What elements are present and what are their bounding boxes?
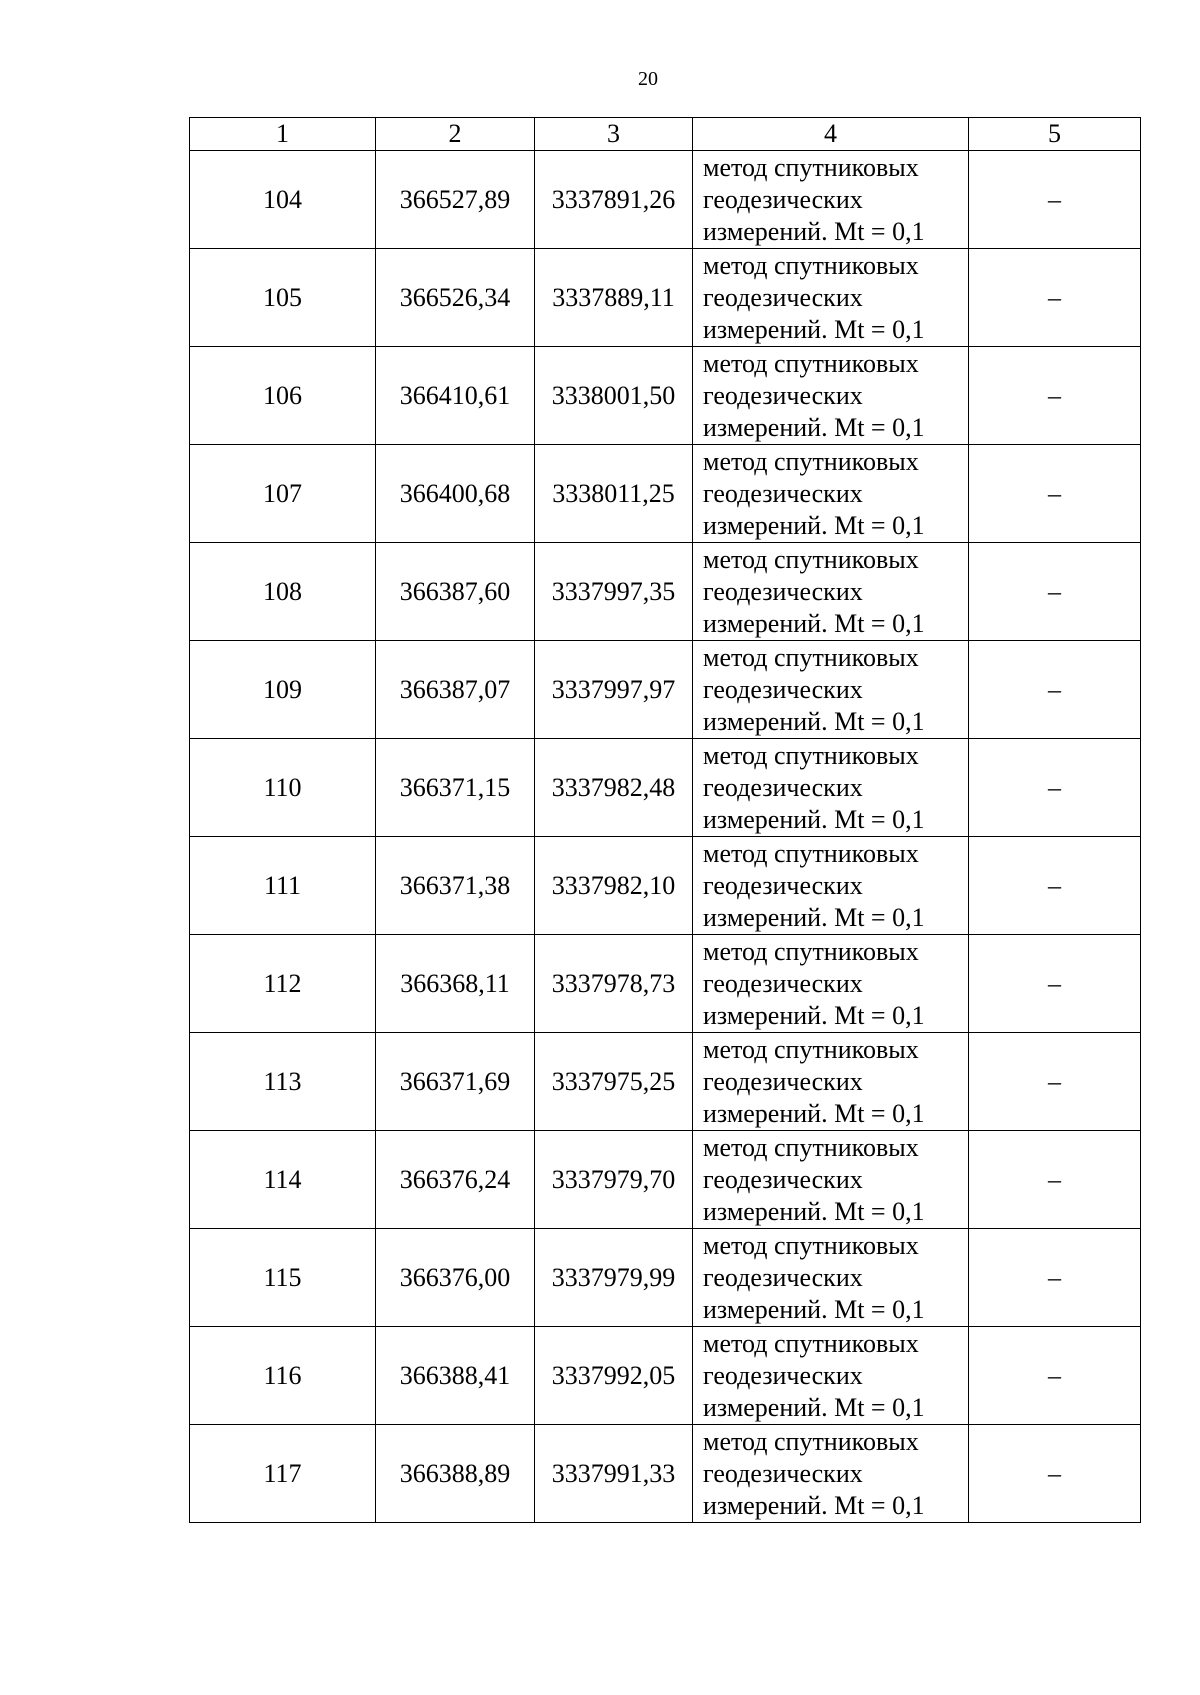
method-text-line: измерений. Mt = 0,1: [703, 804, 925, 834]
note-cell: –: [969, 837, 1141, 935]
page-number: 20: [638, 68, 658, 90]
note-cell: –: [969, 1229, 1141, 1327]
method-text-line: геодезических: [703, 772, 863, 802]
method-text-line: геодезических: [703, 1360, 863, 1390]
point-number-cell: 107: [190, 445, 376, 543]
method-text-line: измерений. Mt = 0,1: [703, 314, 925, 344]
method-text-line: метод спутниковых: [703, 1132, 919, 1162]
y-coordinate-cell: 3337979,70: [535, 1131, 693, 1229]
point-number-cell: 112: [190, 935, 376, 1033]
table-row: [190, 1033, 1141, 1131]
method-text-line: геодезических: [703, 1262, 863, 1292]
method-cell: [693, 445, 969, 543]
table-row: [190, 543, 1141, 641]
column-header: 2: [376, 118, 535, 151]
point-number-cell: 108: [190, 543, 376, 641]
point-number-cell: 105: [190, 249, 376, 347]
method-cell: [693, 249, 969, 347]
point-number-cell: 115: [190, 1229, 376, 1327]
method-text-line: измерений. Mt = 0,1: [703, 1000, 925, 1030]
method-text-line: метод спутниковых: [703, 1230, 919, 1260]
method-text-line: геодезических: [703, 968, 863, 998]
method-text-line: измерений. Mt = 0,1: [703, 1196, 925, 1226]
column-header: 4: [693, 118, 969, 151]
method-text-line: измерений. Mt = 0,1: [703, 1098, 925, 1128]
point-number-cell: 113: [190, 1033, 376, 1131]
note-cell: –: [969, 249, 1141, 347]
method-text-line: метод спутниковых: [703, 152, 919, 182]
note-cell: –: [969, 1131, 1141, 1229]
table-row: [190, 739, 1141, 837]
y-coordinate-cell: 3338011,25: [535, 445, 693, 543]
table-body: [190, 151, 1141, 1523]
x-coordinate-cell: 366400,68: [376, 445, 535, 543]
point-number-cell: 104: [190, 151, 376, 249]
x-coordinate-cell: 366388,89: [376, 1425, 535, 1523]
method-text-line: метод спутниковых: [703, 348, 919, 378]
method-text-line: измерений. Mt = 0,1: [703, 1294, 925, 1324]
x-coordinate-cell: 366387,07: [376, 641, 535, 739]
table-row: [190, 1425, 1141, 1523]
table-row: [190, 837, 1141, 935]
method-text-line: метод спутниковых: [703, 544, 919, 574]
y-coordinate-cell: 3337889,11: [535, 249, 693, 347]
note-cell: –: [969, 151, 1141, 249]
note-cell: –: [969, 543, 1141, 641]
note-cell: –: [969, 1425, 1141, 1523]
y-coordinate-cell: 3337982,10: [535, 837, 693, 935]
y-coordinate-cell: 3337992,05: [535, 1327, 693, 1425]
x-coordinate-cell: 366526,34: [376, 249, 535, 347]
x-coordinate-cell: 366368,11: [376, 935, 535, 1033]
note-cell: –: [969, 347, 1141, 445]
point-number-cell: 106: [190, 347, 376, 445]
method-text-line: измерений. Mt = 0,1: [703, 510, 925, 540]
table-row: [190, 641, 1141, 739]
point-number-cell: 109: [190, 641, 376, 739]
note-cell: –: [969, 1327, 1141, 1425]
method-text-line: измерений. Mt = 0,1: [703, 216, 925, 246]
method-text-line: метод спутниковых: [703, 446, 919, 476]
method-text-line: геодезических: [703, 380, 863, 410]
x-coordinate-cell: 366387,60: [376, 543, 535, 641]
point-number-cell: 114: [190, 1131, 376, 1229]
point-number-cell: 117: [190, 1425, 376, 1523]
method-cell: [693, 1425, 969, 1523]
y-coordinate-cell: 3337991,33: [535, 1425, 693, 1523]
method-text-line: метод спутниковых: [703, 642, 919, 672]
table-row: [190, 151, 1141, 249]
table-row: [190, 1327, 1141, 1425]
y-coordinate-cell: 3337978,73: [535, 935, 693, 1033]
method-text-line: геодезических: [703, 870, 863, 900]
y-coordinate-cell: 3337891,26: [535, 151, 693, 249]
table-row: [190, 445, 1141, 543]
x-coordinate-cell: 366376,24: [376, 1131, 535, 1229]
coordinates-table: [189, 117, 1141, 1523]
table-row: [190, 1131, 1141, 1229]
method-text-line: измерений. Mt = 0,1: [703, 1392, 925, 1422]
method-cell: [693, 1327, 969, 1425]
method-text-line: метод спутниковых: [703, 250, 919, 280]
method-text-line: метод спутниковых: [703, 1426, 919, 1456]
x-coordinate-cell: 366371,69: [376, 1033, 535, 1131]
y-coordinate-cell: 3337982,48: [535, 739, 693, 837]
x-coordinate-cell: 366388,41: [376, 1327, 535, 1425]
point-number-cell: 111: [190, 837, 376, 935]
x-coordinate-cell: 366371,15: [376, 739, 535, 837]
method-text-line: измерений. Mt = 0,1: [703, 412, 925, 442]
column-header: 5: [969, 118, 1141, 151]
method-text-line: метод спутниковых: [703, 1328, 919, 1358]
method-cell: [693, 641, 969, 739]
method-text-line: геодезических: [703, 1164, 863, 1194]
column-header: 1: [190, 118, 376, 151]
method-cell: [693, 151, 969, 249]
method-cell: [693, 1229, 969, 1327]
method-cell: [693, 1033, 969, 1131]
method-cell: [693, 543, 969, 641]
method-text-line: геодезических: [703, 478, 863, 508]
method-text-line: метод спутниковых: [703, 1034, 919, 1064]
method-cell: [693, 837, 969, 935]
method-cell: [693, 347, 969, 445]
method-text-line: метод спутниковых: [703, 838, 919, 868]
y-coordinate-cell: 3338001,50: [535, 347, 693, 445]
method-text-line: геодезических: [703, 282, 863, 312]
y-coordinate-cell: 3337975,25: [535, 1033, 693, 1131]
method-text-line: измерений. Mt = 0,1: [703, 1490, 925, 1520]
method-text-line: измерений. Mt = 0,1: [703, 902, 925, 932]
note-cell: –: [969, 1033, 1141, 1131]
method-cell: [693, 935, 969, 1033]
method-text-line: геодезических: [703, 576, 863, 606]
point-number-cell: 110: [190, 739, 376, 837]
note-cell: –: [969, 935, 1141, 1033]
method-text-line: измерений. Mt = 0,1: [703, 608, 925, 638]
x-coordinate-cell: 366376,00: [376, 1229, 535, 1327]
y-coordinate-cell: 3337979,99: [535, 1229, 693, 1327]
note-cell: –: [969, 739, 1141, 837]
method-text-line: геодезических: [703, 1458, 863, 1488]
table-row: [190, 347, 1141, 445]
method-cell: [693, 739, 969, 837]
x-coordinate-cell: 366371,38: [376, 837, 535, 935]
method-text-line: измерений. Mt = 0,1: [703, 706, 925, 736]
y-coordinate-cell: 3337997,97: [535, 641, 693, 739]
table-row: [190, 935, 1141, 1033]
method-text-line: геодезических: [703, 674, 863, 704]
y-coordinate-cell: 3337997,35: [535, 543, 693, 641]
point-number-cell: 116: [190, 1327, 376, 1425]
column-header: 3: [535, 118, 693, 151]
x-coordinate-cell: 366410,61: [376, 347, 535, 445]
table-header-row: [190, 118, 1141, 151]
method-text-line: метод спутниковых: [703, 936, 919, 966]
method-text-line: метод спутниковых: [703, 740, 919, 770]
x-coordinate-cell: 366527,89: [376, 151, 535, 249]
method-text-line: геодезических: [703, 1066, 863, 1096]
method-cell: [693, 1131, 969, 1229]
note-cell: –: [969, 641, 1141, 739]
table-row: [190, 249, 1141, 347]
table-row: [190, 1229, 1141, 1327]
method-text-line: геодезических: [703, 184, 863, 214]
note-cell: –: [969, 445, 1141, 543]
